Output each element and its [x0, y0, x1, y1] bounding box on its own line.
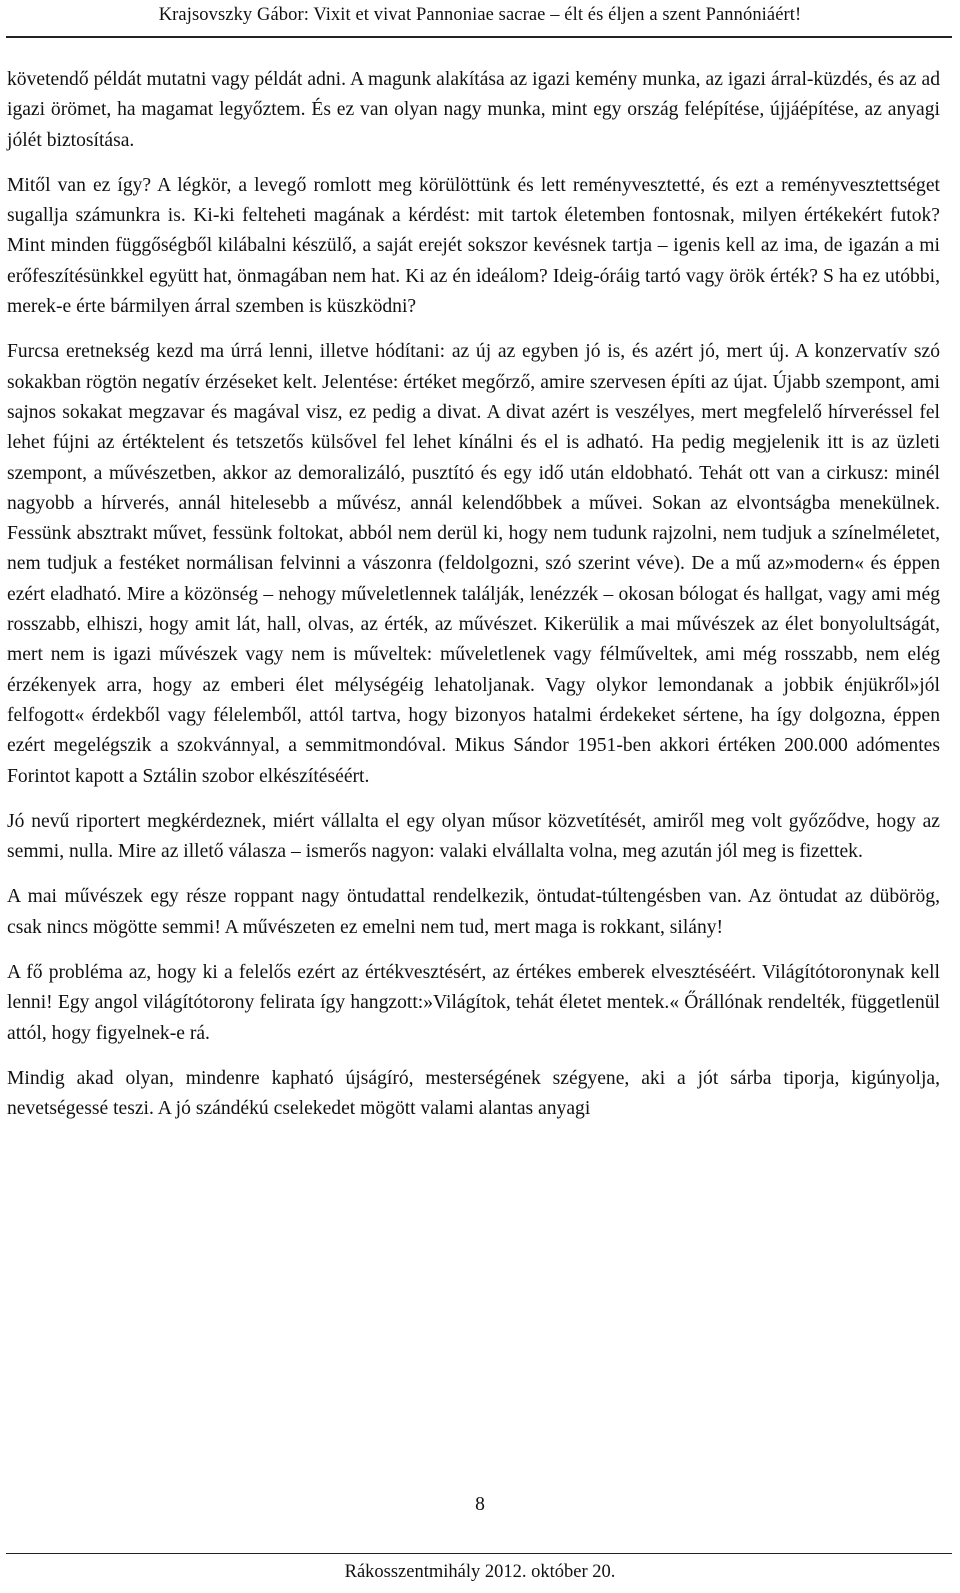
page-number: 8 [475, 1494, 485, 1515]
running-header: Krajsovszky Gábor: Vixit et vivat Pannoniae sacrae – élt és éljen a szent Pannóniáért! [158, 5, 802, 25]
body-text [7, 65, 940, 1140]
footer-divider [6, 1553, 952, 1554]
header-divider [6, 36, 952, 38]
paragraph-3: Furcsa eretnekség kezd ma úrrá lenni, illetve hódítani: az új az egyben jó is, és azért jó, mert új. A konzervatív szó sokakban rögtön negatív érzéseket kelt. Jelentése: értéket megőrző, amire szervesen építi az újat. Újabb szempont, ami sajnos sokakat megzavar és magával visz, ez pedig a divat. A divat azért is veszélyes, mert megfelelő hírveréssel fel lehet fújni az értéktelent és tetszetős külsővel fel lehet kínálni és el is adható. Ha pedig megjelenik itt is az üzleti szempont, a művészetben, akkor az demoralizáló, pusztító és egy idő után eldobható. Tehát ott van a cirkusz: minél nagyobb a hírverés, annál hitelesebb a művész, annál kelendőbbek a művei. Sokan az elvontságba menekülnek. Fessünk absztrakt művet, fessünk foltokat, abból nem derül ki, hogy nem tudunk rajzolni, nem tudjuk a színelméletet, nem tudjuk a festéket normálisan felvinni a vászonra (feldolgozni, szó szerint véve). De a mű az»modern« és éppen ezért eladható. Mire a közönség – nehogy műveletlennek találják, lenézzék – okosan bólogat és hallgat, vagy ami még rosszabb, elhiszi, hogy amit lát, hall, olvas, az érték, az művészet. Kikerülik a mai művészek az élet bonyolultságát, mert nem is igazi művészek vagy nem is műveltek: műveletlenek vagy félműveltek, ami még rosszabb, nem elég érzékenyek arra, hogy az emberi élet mélységéig lehatoljanak. Vagy olykor lemondanak a jobbik énjükről»jól felfogott« érdekből vagy félelemből, attól tartva, hogy bizonyos hatalmi érdekeket sértene, ha így dolgozna, éppen ezért megelégszik a szokvánnyal, a semmitmondóval. Mikus Sándor 1951-ben akkori értéken 200.000 adómentes Forintot kapott a Sztálin szobor elkészítéséért. [7, 341, 940, 787]
paragraph-2: Mitől van ez így? A légkör, a levegő romlott meg körülöttünk és lett reményvesztetté, és ezt a reményvesztettséget sugallja számunkra is. Ki-ki felteheti magának a kérdést: mit tartok életemben fontosnak, milyen értékekért futok? Mint minden függőségből kilábalni készülő, a saját erejét sokszor kevésnek tartja – igenis kell az ima, de igazán a mi erőfeszítésünkkel együtt hat, önmagában nem hat. Ki az én ideálom? Ideig-óráig tartó vagy örök érték? S ha ez utóbbi, merek-e érte bármilyen árral szemben is küszködni? [7, 174, 940, 318]
paragraph-5: A mai művészek egy része roppant nagy öntudattal rendelkezik, öntudat-túltengésben van. Az öntudat az dübörög, csak nincs mögötte semmi! A művészeten ez emelni nem tud, mert maga is rokkant, silány! [7, 886, 940, 938]
paragraph-4: Jó nevű riportert megkérdeznek, miért vállalta el egy olyan műsor közvetítését, amiről meg volt győződve, hogy az semmi, nulla. Mire az illető válasza – ismerős nagyon: valaki elvállalta volna, meg azután jól meg is fizettek. [7, 810, 940, 863]
paragraph-1: követendő példát mutatni vagy példát adni. A magunk alakítása az igazi kemény munka, az igazi árral-küzdés, és az ad igazi örömet, ha magamat legyőztem. És ez van olyan nagy munka, mint egy ország felépítése, újjáépítése, az anyagi jólét biztosítása. [7, 69, 940, 151]
paragraph-7: Mindig akad olyan, mindenre kapható újságíró, mesterségének szégyene, aki a jót sárba tiporja, kigúnyolja, nevetségessé teszi. A jó szándékú cselekedet mögött valami alantas anyagi [7, 1067, 940, 1120]
running-footer: Rákosszentmihály 2012. október 20. [344, 1562, 616, 1582]
paragraph-6: A fő probléma az, hogy ki a felelős ezért az értékvesztésért, az értékes emberek elvesztéséért. Világítótoronynak kell lenni! Egy angol világítótorony felirata így hangzott:»Világítok, tehát életet mentek.« Őrállónak rendelték, függetlenül attól, hogy figyelnek-e rá. [7, 962, 940, 1044]
